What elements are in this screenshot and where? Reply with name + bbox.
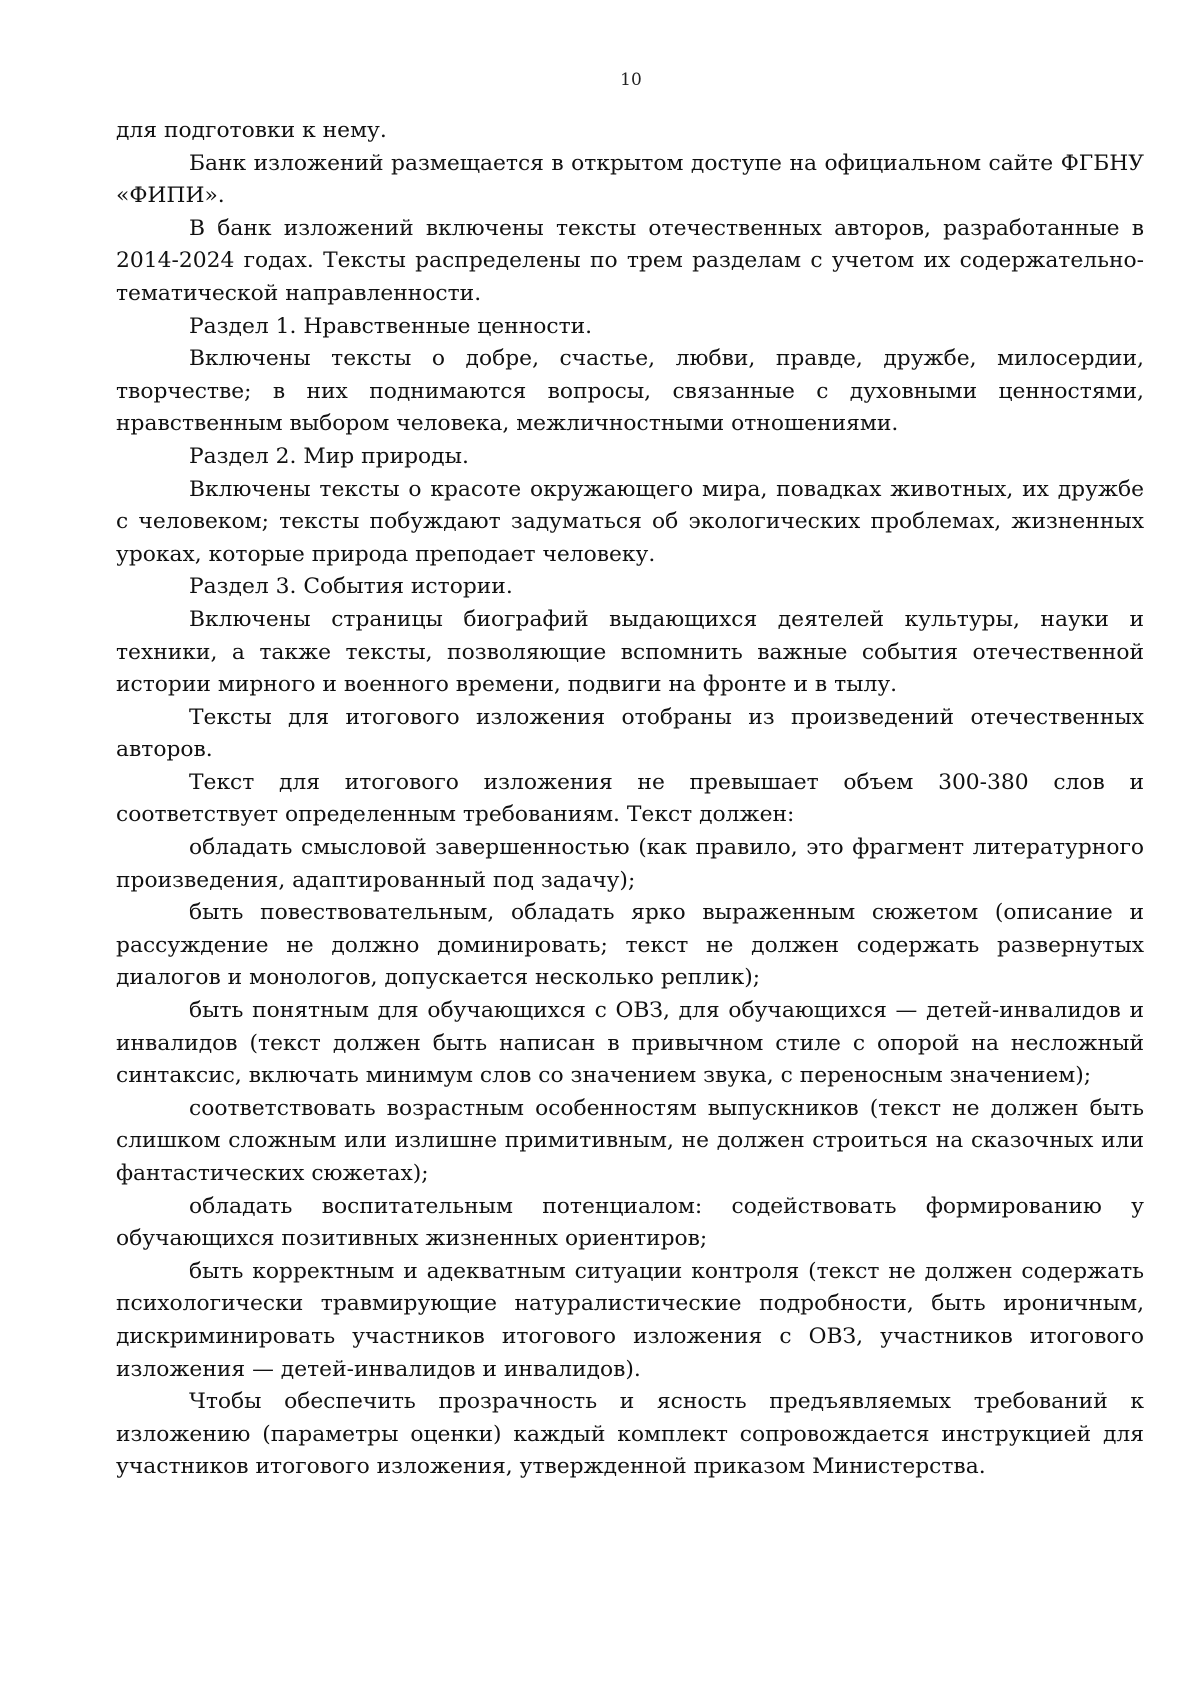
page-number: 10 xyxy=(620,70,642,90)
paragraph: Раздел 1. Нравственные ценности. xyxy=(189,313,593,339)
paragraph: Включены страницы биографий выдающихся деятелей культуры, науки и техники, а также тексты, позволяющие вспомнить важные события отечественной истории мирного и военного времени, подвиги на фронте и в тылу. xyxy=(116,606,1144,698)
paragraph: Раздел 2. Мир природы. xyxy=(189,443,469,469)
paragraph: Раздел 3. События истории. xyxy=(189,574,513,600)
paragraph: обладать воспитательным потенциалом: содействовать формированию у обучающихся позитивных жизненных ориентиров; xyxy=(116,1193,1144,1252)
paragraph: обладать смысловой завершенностью (как правило, это фрагмент литературного произведения, адаптированный под задачу); xyxy=(116,835,1144,893)
paragraph: Включены тексты о добре, счастье, любви, правде, дружбе, милосердии, творчестве; в них поднимаются вопросы, связанные с духовными ценностями, нравственным выбором человека, межличностными отношениями. xyxy=(116,346,1144,437)
paragraph: Включены тексты о красоте окружающего мира, повадках животных, их дружбе с человеком; тексты побуждают задуматься об экологических проблемах, жизненных уроках, которые природа преподает человеку. xyxy=(116,476,1144,567)
paragraph: соответствовать возрастным особенностям выпускников (текст не должен быть слишком сложным или излишне примитивным, не должен строиться на сказочных или фантастических сюжетах); xyxy=(116,1095,1144,1186)
paragraph: Текст для итогового изложения не превышает объем 300-380 слов и соответствует определенным требованиям. Текст должен: xyxy=(116,769,1144,828)
paragraph: быть повествовательным, обладать ярко выраженным сюжетом (описание и рассуждение не должно доминировать; текст не должен содержать развернутых диалогов и монологов, допускается несколько реплик); xyxy=(116,900,1144,991)
document-body xyxy=(116,115,1144,1484)
paragraph: Чтобы обеспечить прозрачность и ясность предъявляемых требований к изложению (параметры оценки) каждый комплект сопровождается инструкцией для участников итогового изложения, утвержденной приказом Министерства. xyxy=(116,1389,1144,1480)
paragraph: Банк изложений размещается в открытом доступе на официальном сайте ФГБНУ «ФИПИ». xyxy=(116,150,1144,209)
paragraph: В банк изложений включены тексты отечественных авторов, разработанные в 2014-2024 годах. Тексты распределены по трем разделам с учетом их содержательно-тематической направленности. xyxy=(116,215,1144,306)
paragraph: быть корректным и адекватным ситуации контроля (текст не должен содержать психологически травмирующие натуралистические подробности, быть ироничным, дискриминировать участников итогового изложения с ОВЗ, участников итогового изложения — детей-инвалидов и инвалидов). xyxy=(116,1258,1144,1382)
paragraph: для подготовки к нему. xyxy=(116,118,387,143)
paragraph: быть понятным для обучающихся с ОВЗ, для обучающихся — детей-инвалидов и инвалидов (текст должен быть написан в привычном стиле с опорой на несложный синтаксис, включать минимум слов со значением звука, с переносным значением); xyxy=(116,998,1144,1089)
paragraph: Тексты для итогового изложения отобраны из произведений отечественных авторов. xyxy=(116,704,1144,763)
